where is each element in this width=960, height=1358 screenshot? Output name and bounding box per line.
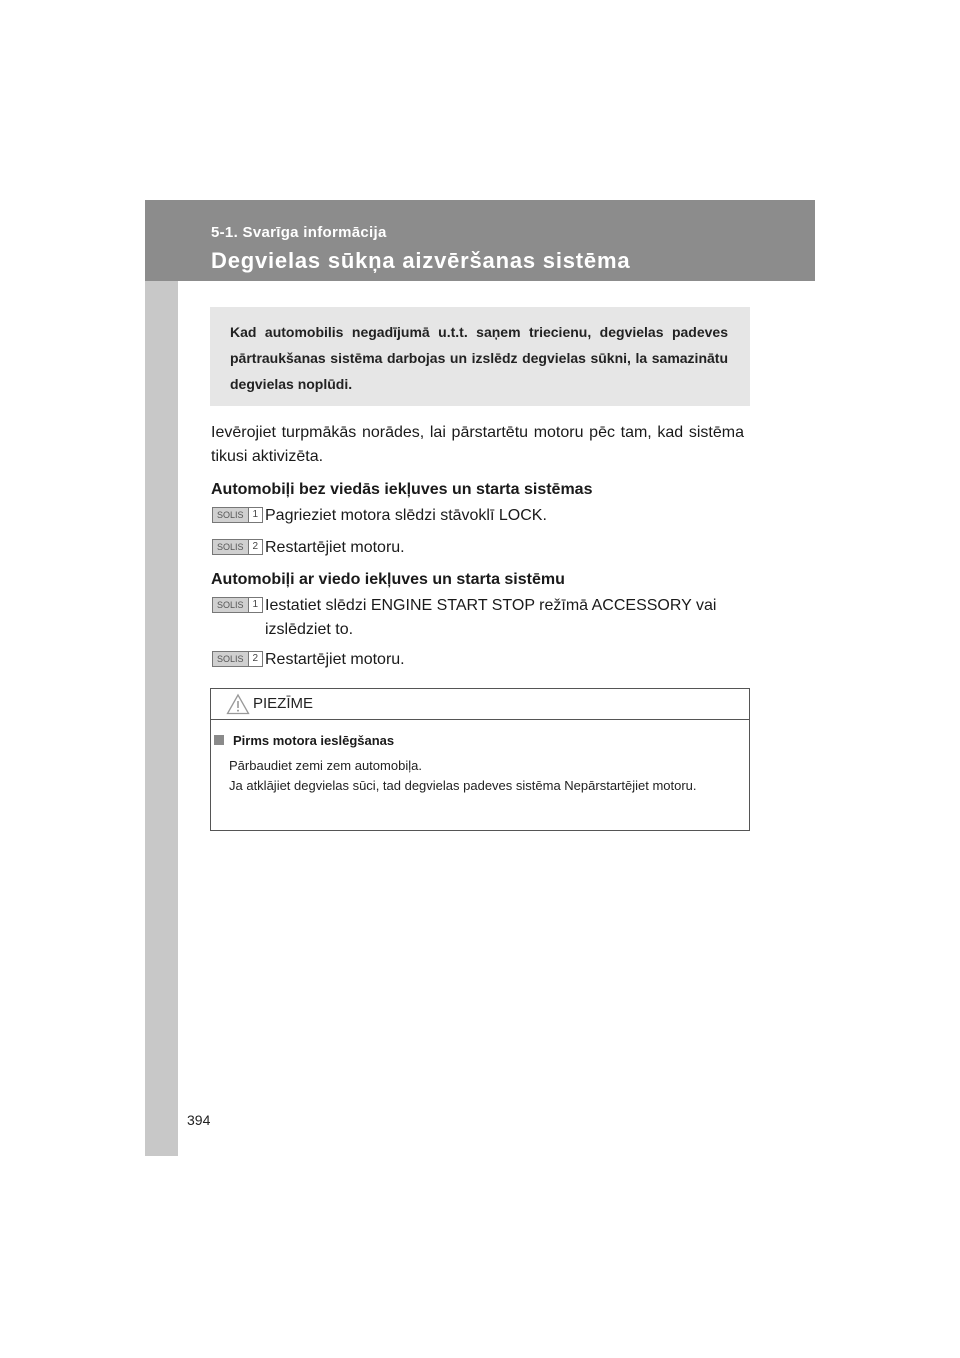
intro-paragraph: Ievērojiet turpmākās norādes, lai pārstartētu motoru pēc tam, kad sistēma tikusi aktivizēta. bbox=[211, 424, 744, 465]
step-text: Iestatiet slēdzi ENGINE START STOP režīmā ACCESSORY vai izslēdziet to. bbox=[265, 597, 717, 638]
step-text: Pagrieziet motora slēdzi stāvoklī LOCK. bbox=[265, 507, 547, 524]
summary-box bbox=[210, 307, 750, 406]
section-label: 5-1. Svarīga informācija bbox=[211, 224, 387, 241]
step-badge: SOLIS 1 bbox=[212, 507, 263, 523]
note-subheading: Pirms motora ieslēgšanas bbox=[214, 733, 394, 748]
note-title: PIEZĪME bbox=[253, 695, 314, 712]
section-heading-with-smart-key: Automobiļi ar viedo iekļuves un starta sistēmu bbox=[211, 571, 565, 588]
step-badge: SOLIS 2 bbox=[212, 651, 263, 667]
page-title: Degvielas sūkņa aizvēršanas sistēma bbox=[211, 248, 631, 273]
note-body bbox=[229, 756, 744, 796]
side-strip bbox=[145, 200, 178, 1156]
note-line: Ja atklājiet degvielas sūci, tad degvielas padeves sistēma Nepārstartējiet motoru. bbox=[229, 778, 697, 793]
chapter-header bbox=[145, 200, 815, 281]
note-header bbox=[211, 689, 749, 720]
square-bullet-icon bbox=[214, 735, 224, 745]
note-line: Pārbaudiet zemi zem automobiļa. bbox=[229, 758, 422, 773]
step-badge: SOLIS 1 bbox=[212, 597, 263, 613]
step-text: Restartējiet motoru. bbox=[265, 651, 405, 668]
warning-icon bbox=[226, 693, 250, 715]
note-box bbox=[210, 688, 750, 831]
section-heading-without-smart-key: Automobiļi bez viedās iekļuves un starta sistēmas bbox=[211, 481, 593, 498]
summary-text: Kad automobilis negadījumā u.t.t. saņem triecienu, degvielas padeves pārtraukšanas sistēma darbojas un izslēdz degvielas sūkni, la samazinātu degvielas noplūdi. bbox=[230, 324, 728, 392]
step-badge: SOLIS 2 bbox=[212, 539, 263, 555]
step-text: Restartējiet motoru. bbox=[265, 539, 405, 556]
page-number: 394 bbox=[187, 1112, 211, 1128]
